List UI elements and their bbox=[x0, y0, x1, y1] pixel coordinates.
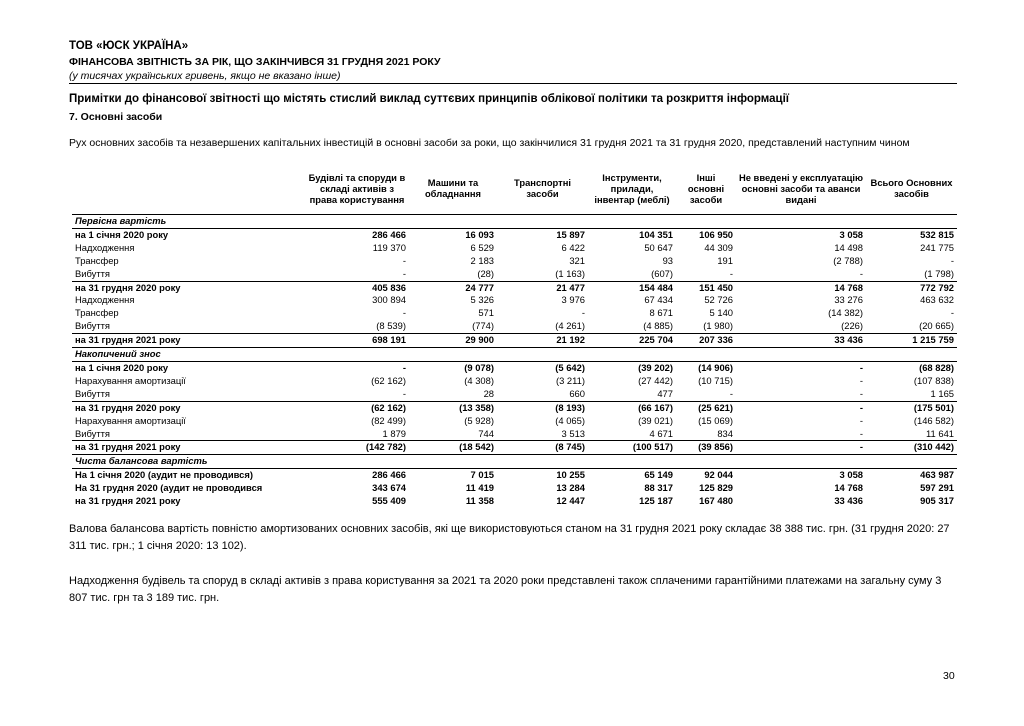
value-cell: 6 529 bbox=[470, 241, 494, 253]
table-row bbox=[72, 228, 957, 241]
value-cell: 14 498 bbox=[834, 241, 863, 253]
value-cell: (27 442) bbox=[638, 374, 673, 386]
value-cell: 300 894 bbox=[372, 294, 406, 306]
value-cell: 92 044 bbox=[676, 469, 736, 482]
column-header: Інструменти, прилади, інвентар (меблі) bbox=[588, 162, 676, 215]
value-cell: 93 bbox=[662, 254, 673, 266]
value-cell: 1 215 759 bbox=[866, 334, 957, 348]
row-label: Чиста балансова вартість bbox=[75, 455, 208, 467]
value-cell: - bbox=[729, 387, 733, 399]
value-cell: 286 466 bbox=[305, 469, 409, 482]
value-cell: 11 358 bbox=[465, 495, 494, 507]
value-cell: (4 308) bbox=[464, 374, 494, 386]
value-cell: (310 442) bbox=[866, 441, 957, 455]
value-cell: (13 358) bbox=[409, 401, 497, 414]
value-cell: 772 792 bbox=[866, 281, 957, 294]
value-cell: - bbox=[859, 387, 863, 399]
row-label: Вибуття bbox=[75, 267, 111, 279]
value-cell: (15 069) bbox=[698, 414, 733, 426]
value-cell: 21 477 bbox=[497, 281, 588, 294]
value-cell: 28 bbox=[483, 387, 494, 399]
row-label: Нарахування амортизації bbox=[75, 374, 186, 386]
value-cell: (4 885) bbox=[643, 320, 673, 332]
row-label: Трансфер bbox=[75, 307, 119, 319]
row-label: Надходження bbox=[75, 241, 135, 253]
value-cell: 286 466 bbox=[305, 228, 409, 241]
value-cell: (1 163) bbox=[555, 267, 585, 279]
value-cell: (4 261) bbox=[555, 320, 585, 332]
column-header: Інші основні засоби bbox=[676, 162, 736, 215]
column-header: Транспортні засоби bbox=[497, 162, 588, 215]
note-fully-depreciated: Валова балансова вартість повністю амортизованих основних засобів, які ще використовуються станом на 31 грудня 2021 року складає 38 388 тис. грн. (31 грудня 2020: 27 311 тис. грн.; 1 січня 2020: 13 102). bbox=[69, 523, 950, 552]
value-cell: (142 782) bbox=[305, 441, 409, 455]
value-cell: 65 149 bbox=[588, 469, 676, 482]
table-row bbox=[72, 268, 957, 281]
row-label: на 31 грудня 2020 року bbox=[72, 281, 305, 294]
table-header-row bbox=[72, 162, 957, 215]
value-cell: 119 370 bbox=[372, 241, 406, 253]
value-cell: 50 647 bbox=[644, 241, 673, 253]
value-cell bbox=[676, 455, 736, 469]
value-cell: 3 058 bbox=[736, 469, 866, 482]
value-cell: 29 900 bbox=[409, 334, 497, 348]
value-cell: (18 542) bbox=[409, 441, 497, 455]
row-label: на 31 грудня 2020 року bbox=[72, 401, 305, 414]
value-cell: (8 745) bbox=[497, 441, 588, 455]
row-label: Вибуття bbox=[75, 427, 111, 439]
value-cell: 321 bbox=[569, 254, 585, 266]
table-section-row bbox=[72, 455, 957, 469]
value-cell: (10 715) bbox=[698, 374, 733, 386]
value-cell: 1 879 bbox=[382, 427, 406, 439]
value-cell: 33 276 bbox=[834, 294, 863, 306]
value-cell: (1 980) bbox=[703, 320, 733, 332]
value-cell: 21 192 bbox=[497, 334, 588, 348]
row-label: Вибуття bbox=[75, 320, 111, 332]
value-cell: 3 976 bbox=[561, 294, 585, 306]
value-cell: (62 162) bbox=[371, 374, 406, 386]
value-cell: 660 bbox=[569, 387, 585, 399]
value-cell: 3 513 bbox=[561, 427, 585, 439]
value-cell: 532 815 bbox=[866, 228, 957, 241]
header-label-cell bbox=[72, 162, 305, 215]
note-right-of-use: Надходження будівель та споруд в складі активів з права користування за 2021 та 2020 роки представлені також сплаченими гарантійними платежами на загальну суму 3 807 тис. грн та 3 189 тис. грн. bbox=[69, 575, 942, 604]
value-cell: - bbox=[950, 307, 954, 319]
row-label: на 31 грудня 2021 року bbox=[72, 441, 305, 455]
row-label: На 31 грудня 2020 (аудит не проводився bbox=[75, 482, 263, 494]
value-cell bbox=[736, 348, 866, 362]
table-section-row bbox=[72, 215, 957, 229]
value-cell: (82 499) bbox=[371, 414, 406, 426]
value-cell: 597 291 bbox=[920, 482, 954, 494]
value-cell: 463 632 bbox=[920, 294, 954, 306]
value-cell: 241 775 bbox=[920, 241, 954, 253]
row-label: Вибуття bbox=[75, 387, 111, 399]
value-cell: - bbox=[950, 254, 954, 266]
value-cell bbox=[305, 215, 409, 229]
value-cell: (14 906) bbox=[676, 361, 736, 374]
table-row bbox=[72, 307, 957, 320]
column-header: Будівлі та споруди в складі активів з права користування bbox=[305, 162, 409, 215]
value-cell bbox=[409, 348, 497, 362]
value-cell: 33 436 bbox=[736, 334, 866, 348]
value-cell: - bbox=[859, 414, 863, 426]
value-cell: 125 187 bbox=[639, 495, 673, 507]
table-row bbox=[72, 401, 957, 414]
value-cell: 33 436 bbox=[834, 495, 863, 507]
value-cell bbox=[676, 215, 736, 229]
value-cell: 10 255 bbox=[497, 469, 588, 482]
value-cell bbox=[588, 215, 676, 229]
row-label: на 1 січня 2020 року bbox=[72, 361, 305, 374]
value-cell: 463 987 bbox=[866, 469, 957, 482]
value-cell: - bbox=[736, 401, 866, 414]
row-label: Трансфер bbox=[75, 254, 119, 266]
value-cell: 12 447 bbox=[556, 495, 585, 507]
table-row bbox=[72, 320, 957, 333]
value-cell: 16 093 bbox=[409, 228, 497, 241]
section-title: Примітки до фінансової звітності що містять стислий виклад суттєвих принципів облікової політики та розкриття інформації bbox=[69, 93, 790, 105]
value-cell: (9 078) bbox=[409, 361, 497, 374]
table-row bbox=[72, 428, 957, 441]
fixed-assets-table bbox=[72, 162, 957, 508]
value-cell: 905 317 bbox=[920, 495, 954, 507]
value-cell bbox=[497, 348, 588, 362]
column-header: Не введені у експлуатацію основні засоби та аванси видані bbox=[736, 162, 866, 215]
row-label: на 31 грудня 2021 року bbox=[72, 334, 305, 348]
value-cell: 11 641 bbox=[926, 427, 954, 439]
value-cell: 106 950 bbox=[676, 228, 736, 241]
value-cell: (607) bbox=[651, 267, 673, 279]
value-cell: (774) bbox=[472, 320, 494, 332]
value-cell: 3 058 bbox=[736, 228, 866, 241]
value-cell bbox=[866, 215, 957, 229]
header-divider bbox=[69, 83, 957, 84]
value-cell bbox=[497, 455, 588, 469]
value-cell: 151 450 bbox=[676, 281, 736, 294]
value-cell bbox=[866, 455, 957, 469]
value-cell: 14 768 bbox=[736, 281, 866, 294]
value-cell: (175 501) bbox=[866, 401, 957, 414]
value-cell: (3 211) bbox=[555, 374, 585, 386]
column-header: Всього Основних засобів bbox=[866, 162, 957, 215]
table-row bbox=[72, 334, 957, 348]
value-cell: 1 165 bbox=[930, 387, 954, 399]
intro-text: Рух основних засобів та незавершених капітальних інвестицій в основні засоби за роки, що закінчилися 31 грудня 2021 та 31 грудня 2020, представлений наступним чином bbox=[69, 137, 910, 149]
page-number: 30 bbox=[943, 670, 955, 682]
value-cell: 2 183 bbox=[470, 254, 494, 266]
value-cell: 4 671 bbox=[649, 427, 673, 439]
units-note: (у тисячах українських гривень, якщо не вказано інше) bbox=[69, 70, 341, 82]
value-cell: (66 167) bbox=[588, 401, 676, 414]
value-cell: (226) bbox=[841, 320, 863, 332]
table-row bbox=[72, 482, 957, 495]
value-cell bbox=[305, 455, 409, 469]
value-cell bbox=[409, 455, 497, 469]
value-cell: - bbox=[305, 361, 409, 374]
value-cell: 5 326 bbox=[470, 294, 494, 306]
table-row bbox=[72, 388, 957, 401]
value-cell: (39 856) bbox=[676, 441, 736, 455]
table-row bbox=[72, 441, 957, 455]
value-cell: (14 382) bbox=[828, 307, 863, 319]
value-cell: (1 798) bbox=[924, 267, 954, 279]
report-title: ФІНАНСОВА ЗВІТНІСТЬ ЗА РІК, ЩО ЗАКІНЧИВСЯ 31 ГРУДНЯ 2021 РОКУ bbox=[69, 56, 441, 68]
value-cell: - bbox=[402, 267, 406, 279]
value-cell: 167 480 bbox=[699, 495, 733, 507]
value-cell: 477 bbox=[657, 387, 673, 399]
value-cell: 5 140 bbox=[709, 307, 733, 319]
value-cell bbox=[676, 348, 736, 362]
row-label: на 31 грудня 2021 року bbox=[75, 495, 181, 507]
value-cell: - bbox=[859, 427, 863, 439]
value-cell: 744 bbox=[478, 427, 494, 439]
value-cell: 191 bbox=[717, 254, 733, 266]
row-label: Надходження bbox=[75, 294, 135, 306]
table-row bbox=[72, 242, 957, 255]
value-cell: (107 838) bbox=[913, 374, 954, 386]
value-cell: - bbox=[402, 387, 406, 399]
value-cell bbox=[409, 215, 497, 229]
value-cell: 88 317 bbox=[644, 482, 673, 494]
value-cell: 104 351 bbox=[588, 228, 676, 241]
row-label: Накопичений знос bbox=[75, 348, 161, 360]
row-label: Нарахування амортизації bbox=[75, 414, 186, 426]
row-label: Первісна вартість bbox=[75, 215, 167, 226]
value-cell: - bbox=[581, 307, 585, 319]
value-cell: 52 726 bbox=[704, 294, 733, 306]
value-cell: (62 162) bbox=[305, 401, 409, 414]
value-cell: (146 582) bbox=[913, 414, 954, 426]
value-cell: - bbox=[402, 254, 406, 266]
value-cell: (8 193) bbox=[497, 401, 588, 414]
value-cell bbox=[866, 348, 957, 362]
value-cell bbox=[497, 215, 588, 229]
company-name: ТОВ «ЮСК УКРАЇНА» bbox=[69, 40, 189, 52]
table-row bbox=[72, 255, 957, 268]
table-row bbox=[72, 375, 957, 388]
value-cell: 555 409 bbox=[372, 495, 406, 507]
value-cell: (39 021) bbox=[638, 414, 673, 426]
column-header: Машини та обладнання bbox=[409, 162, 497, 215]
value-cell: 15 897 bbox=[497, 228, 588, 241]
value-cell bbox=[305, 348, 409, 362]
value-cell: (20 665) bbox=[919, 320, 954, 332]
value-cell: 154 484 bbox=[588, 281, 676, 294]
table-row bbox=[72, 281, 957, 294]
value-cell: (8 539) bbox=[376, 320, 406, 332]
value-cell: 67 434 bbox=[644, 294, 673, 306]
value-cell: 44 309 bbox=[704, 241, 733, 253]
value-cell: (5 642) bbox=[497, 361, 588, 374]
value-cell: (5 928) bbox=[464, 414, 494, 426]
value-cell: - bbox=[859, 374, 863, 386]
value-cell: 6 422 bbox=[561, 241, 585, 253]
value-cell: 698 191 bbox=[305, 334, 409, 348]
value-cell: - bbox=[859, 267, 863, 279]
value-cell: 8 671 bbox=[649, 307, 673, 319]
row-label: На 1 січня 2020 (аудит не проводився) bbox=[72, 469, 305, 482]
value-cell: 343 674 bbox=[372, 482, 406, 494]
value-cell: 24 777 bbox=[409, 281, 497, 294]
value-cell: - bbox=[736, 441, 866, 455]
value-cell: 225 704 bbox=[588, 334, 676, 348]
value-cell: (4 065) bbox=[555, 414, 585, 426]
table-row bbox=[72, 495, 957, 508]
value-cell: 125 829 bbox=[699, 482, 733, 494]
table-row bbox=[72, 415, 957, 428]
value-cell: (39 202) bbox=[588, 361, 676, 374]
value-cell: 207 336 bbox=[676, 334, 736, 348]
table-row bbox=[72, 294, 957, 307]
section-subtitle: 7. Основні засоби bbox=[69, 111, 163, 123]
value-cell: 14 768 bbox=[834, 482, 863, 494]
value-cell: 571 bbox=[478, 307, 494, 319]
value-cell: (25 621) bbox=[676, 401, 736, 414]
table-section-row bbox=[72, 348, 957, 362]
value-cell: (2 788) bbox=[833, 254, 863, 266]
value-cell: - bbox=[402, 307, 406, 319]
row-label: на 1 січня 2020 року bbox=[72, 228, 305, 241]
table-row bbox=[72, 469, 957, 482]
value-cell: (68 828) bbox=[866, 361, 957, 374]
value-cell: - bbox=[729, 267, 733, 279]
value-cell bbox=[588, 348, 676, 362]
value-cell bbox=[736, 215, 866, 229]
value-cell: 405 836 bbox=[305, 281, 409, 294]
value-cell: (28) bbox=[477, 267, 494, 279]
value-cell: 834 bbox=[717, 427, 733, 439]
value-cell: 13 284 bbox=[556, 482, 585, 494]
value-cell: (100 517) bbox=[588, 441, 676, 455]
value-cell bbox=[588, 455, 676, 469]
value-cell bbox=[736, 455, 866, 469]
value-cell: 7 015 bbox=[409, 469, 497, 482]
table-row bbox=[72, 361, 957, 374]
table-body bbox=[72, 215, 957, 508]
value-cell: 11 419 bbox=[465, 482, 494, 494]
value-cell: - bbox=[736, 361, 866, 374]
